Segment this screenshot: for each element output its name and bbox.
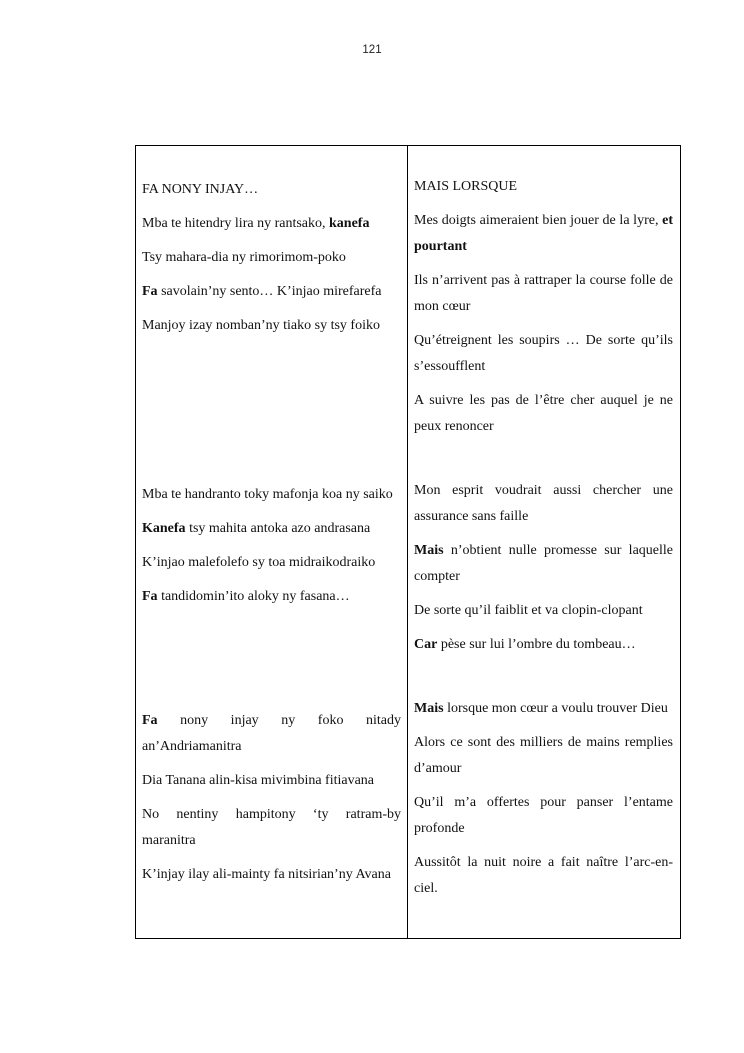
french-line: Mais n’obtient nulle promesse sur laquelle compter [414,543,673,584]
french-line: De sorte qu’il faiblit et va clopin-clopant [414,603,643,618]
malagasy-line: Fa savolain’ny sento… K’injao mirefarefa [142,284,382,299]
french-line: Alors ce sont des milliers de mains remplies d’amour [414,735,673,776]
malagasy-line: Fa nony injay ny foko nitady an’Andriamanitra [142,713,401,754]
french-line: Mon esprit voudrait aussi chercher une assurance sans faille [414,483,673,524]
french-stanza-1 [414,174,673,440]
page-number: 121 [362,44,382,56]
malagasy-stanza-1 [142,177,401,339]
column-divider [407,145,408,939]
malagasy-line: Dia Tanana alin-kisa mivimbina fitiavana [142,773,375,788]
french-title: MAIS LORSQUE [414,179,518,194]
malagasy-line: Mba te hitendry lira ny rantsako, kanefa [142,216,370,231]
french-line: Mais lorsque mon cœur a voulu trouver Dieu [414,701,668,716]
malagasy-line: Tsy mahara-dia ny rimorimom-poko [142,250,346,265]
malagasy-line: No nentiny hampitony ‘ty ratram-by maranitra [142,807,401,848]
malagasy-line: Kanefa tsy mahita antoka azo andrasana [142,521,371,536]
malagasy-line: K’injay ilay ali-mainty fa nitsirian’ny Avana [142,867,391,882]
french-line: A suivre les pas de l’être cher auquel je ne peux renoncer [414,393,673,434]
malagasy-line: Manjoy izay nomban’ny tiako sy tsy foiko [142,318,380,333]
french-line: Aussitôt la nuit noire a fait naître l’arc-en-ciel. [414,855,673,896]
malagasy-line: K’injao malefolefo sy toa midraikodraiko [142,555,376,570]
french-line: Qu’il m’a offertes pour panser l’entame profonde [414,795,673,836]
french-stanza-2 [414,478,673,658]
french-line: Mes doigts aimeraient bien jouer de la lyre, et pourtant [414,213,673,254]
malagasy-line: Fa tandidomin’ito aloky ny fasana… [142,589,350,604]
malagasy-line: Mba te handranto toky mafonja koa ny saiko [142,487,393,502]
french-line: Car pèse sur lui l’ombre du tombeau… [414,637,636,652]
french-line: Ils n’arrivent pas à rattraper la course folle de mon cœur [414,273,673,314]
french-line: Qu’étreignent les soupirs … De sorte qu’ils s’essoufflent [414,333,673,374]
malagasy-stanza-2 [142,482,401,610]
french-stanza-3 [414,696,673,902]
malagasy-stanza-3 [142,708,401,888]
malagasy-title: FA NONY INJAY… [142,182,259,197]
